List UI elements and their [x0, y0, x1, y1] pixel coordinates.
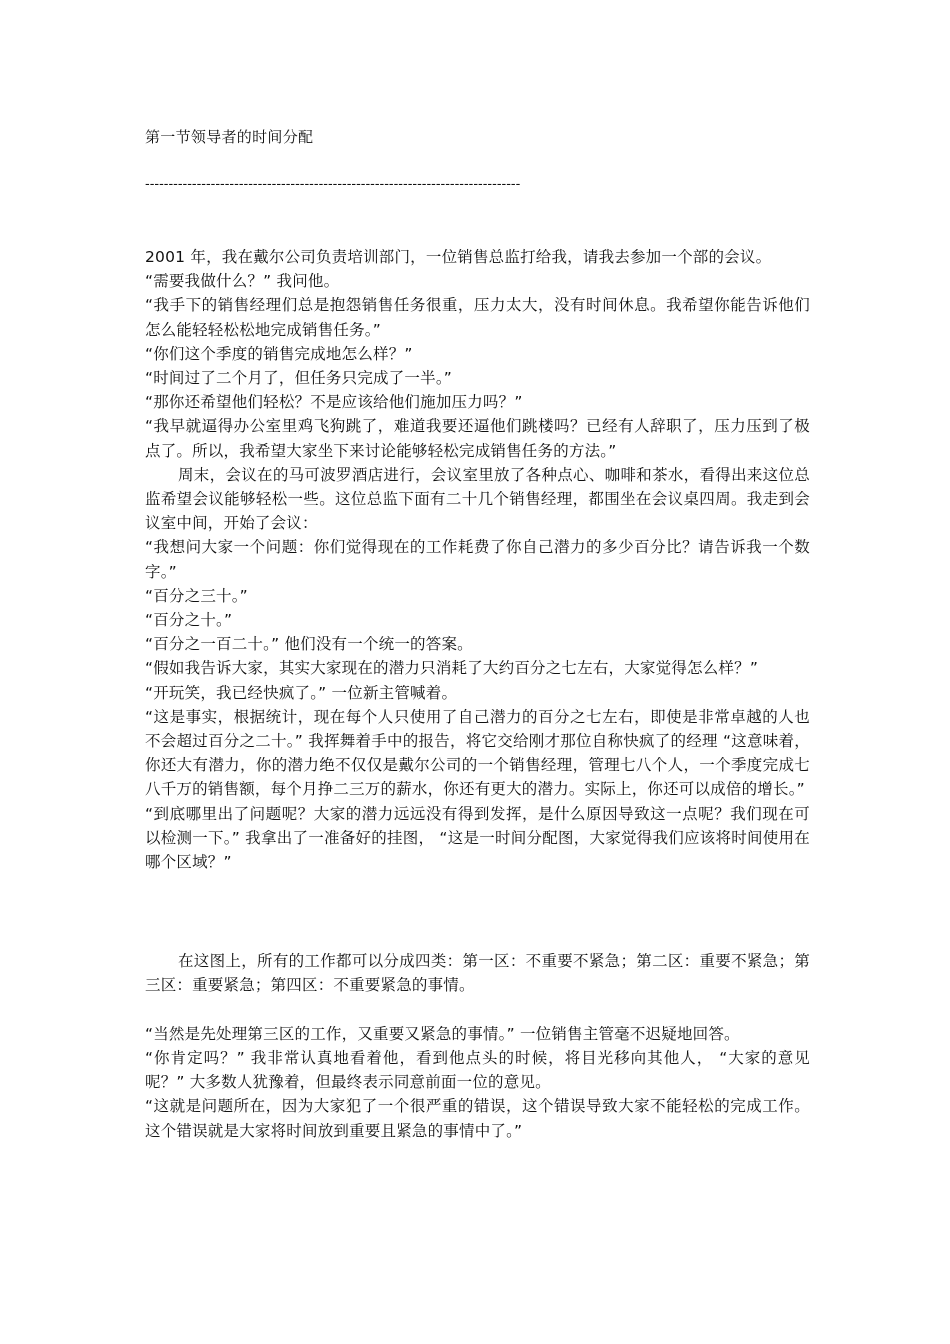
paragraph: “我想问大家一个问题：你们觉得现在的工作耗费了你自己潜力的多少百分比？请告诉我一个数字。” — [145, 538, 810, 581]
paragraph: “百分之一百二十。” 他们没有一个统一的答案。 — [145, 635, 473, 654]
paragraph: “百分之三十。” — [145, 586, 248, 605]
paragraph: “你们这个季度的销售完成地怎么样？” — [145, 344, 413, 363]
paragraph: “开玩笑，我已经快疯了。” 一位新主管喊着。 — [145, 683, 458, 702]
section-title: 第一节领导者的时间分配 — [145, 128, 314, 146]
paragraph: “我手下的销售经理们总是抱怨销售任务很重，压力太大，没有时间休息。我希望你能告诉他们怎么能轻轻松松地完成销售任务。” — [145, 296, 810, 339]
conclusion-section — [145, 1022, 810, 1143]
paragraph: “时间过了二个月了，但任务只完成了一半。” — [145, 369, 453, 388]
paragraph: “我早就逼得办公室里鸡飞狗跳了，难道我要还逼他们跳楼吗？已经有人辞职了，压力压到了极点了。所以，我希望大家坐下来讨论能够轻松完成销售任务的方法。” — [145, 417, 810, 460]
paragraph: “这就是问题所在，因为大家犯了一个很严重的错误，这个错误导致大家不能轻松的完成工作。这个错误就是大家将时间放到重要且紧急的事情中了。” — [145, 1097, 810, 1140]
document-body — [145, 125, 810, 1143]
paragraph: 周末，会议在的马可波罗酒店进行，会议室里放了各种点心、咖啡和茶水，看得出来这位总监希望会议能够轻松一些。这位总监下面有二十几个销售经理，都围坐在会议桌四周。我走到会议室中间，开始了会议： — [145, 465, 810, 533]
paragraph: 2001 年，我在戴尔公司负责培训部门，一位销售总监打给我，请我去参加一个部的会议。 — [145, 248, 772, 266]
quadrant-paragraph: 在这图上，所有的工作都可以分成四类：第一区：不重要不紧急；第二区：重要不紧急；第三区：重要紧急；第四区：不重要紧急的事情。 — [145, 952, 810, 995]
paragraph: “你肯定吗？” 我非常认真地看着他，看到他点头的时候，将目光移向其他人， “大家的意见呢？” 大多数人犹豫着，但最终表示同意前面一位的意见。 — [145, 1048, 810, 1092]
paragraph: “假如我告诉大家，其实大家现在的潜力只消耗了大约百分之七左右，大家觉得怎么样？” — [145, 659, 759, 678]
paragraph: “那你还希望他们轻松？不是应该给他们施加压力吗？” — [145, 393, 523, 412]
paragraph: “需要我做什么？” 我问他。 — [145, 272, 340, 291]
dashed-divider: -------------------------------------------------------------------------------- — [145, 177, 521, 192]
quadrant-section — [145, 949, 810, 1142]
paragraph: “百分之十。” — [145, 611, 233, 630]
paragraph-gap — [145, 998, 810, 1022]
paragraph: “当然是先处理第三区的工作，又重要又紧急的事情。” 一位销售主管毫不迟疑地回答。 — [145, 1024, 740, 1043]
paragraph: “这是事实，根据统计，现在每个人只使用了自己潜力的百分之七左右，即使是非常卓越的人也不会超过百分之二十。” 我挥舞着手中的报告，将它交给刚才那位自称快疯了的经理 “这意味着，你还大有潜力，你的潜力绝不仅仅是戴尔公司的一个销售经理，管理七八个人，一个季度完成七八千万的销售额，每个月挣二三万的薪水，你还有更大的潜力。实际上，你还可以成倍的增长。” — [145, 707, 810, 799]
paragraph: “到底哪里出了问题呢？大家的潜力远远没有得到发挥，是什么原因导致这一点呢？我们现在可以检测一下。” 我拿出了一准备好的挂图， “这是一时间分配图，大家觉得我们应该将时间使用在哪个区域？” — [145, 804, 810, 872]
dialogue-section — [145, 245, 810, 874]
